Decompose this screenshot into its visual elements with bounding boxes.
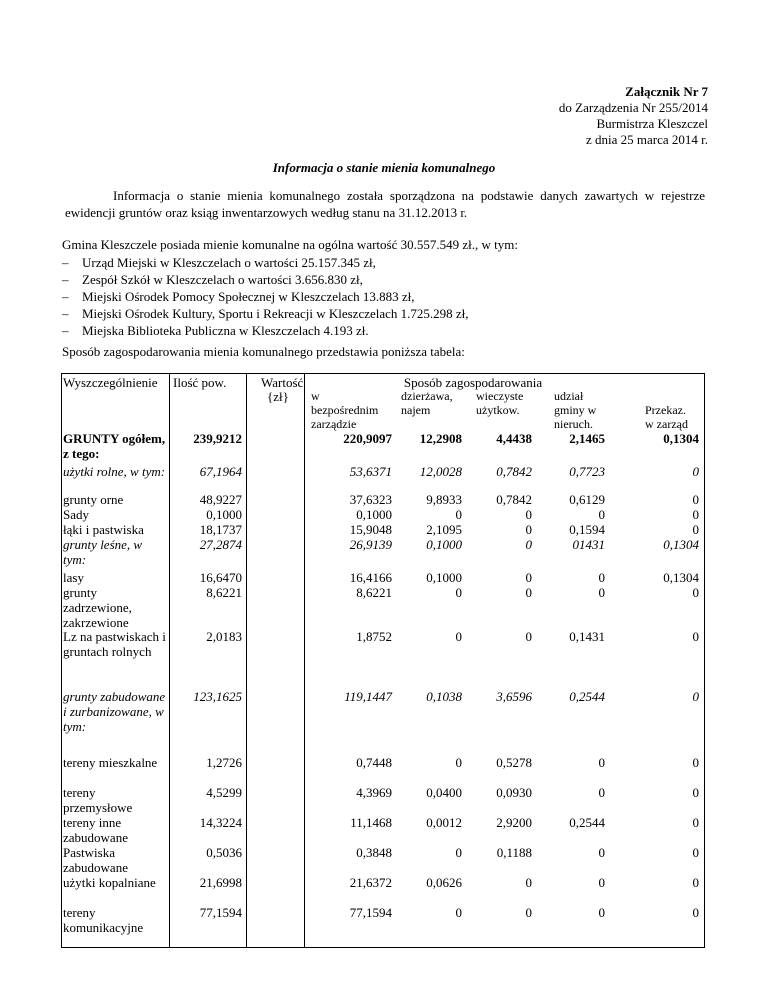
cell-lease: 0,0626 <box>426 875 462 890</box>
cell-lease: 0,1038 <box>426 689 462 704</box>
cell-direct: 11,1468 <box>350 815 392 830</box>
cell-direct: 1,8752 <box>356 629 392 644</box>
dash-icon: – <box>62 255 69 270</box>
col-divider <box>246 373 247 948</box>
row-label: tereny przemysłowe <box>63 785 133 815</box>
dash-icon: – <box>62 306 69 321</box>
cell-transfer: 0 <box>692 875 699 890</box>
table-border-left <box>61 373 62 948</box>
ordinance-reference: do Zarządzenia Nr 255/2014 <box>558 100 708 115</box>
table-border-right <box>704 373 705 948</box>
cell-direct: 16,4166 <box>349 570 392 585</box>
row-label: lasy <box>63 570 84 585</box>
cell-area: 1,2726 <box>206 755 242 770</box>
col-divider <box>304 373 305 948</box>
row-label: tereny mieszkalne <box>63 755 158 770</box>
list-item: – Zespół Szkół w Kleszczelach o wartości 3.656.830 zł, <box>62 272 363 287</box>
cell-transfer: 0 <box>692 845 699 860</box>
col-header-value-unit: {zł} <box>267 389 289 404</box>
cell-lease: 0,0012 <box>426 815 462 830</box>
cell-lease: 0 <box>455 755 462 770</box>
cell-direct: 8,6221 <box>356 585 392 600</box>
cell-share: 0 <box>598 875 605 890</box>
cell-transfer: 0 <box>692 905 699 920</box>
page-title: Informacja o stanie mienia komunalnego <box>272 160 496 175</box>
col-header-area: Ilość pow. <box>173 375 227 390</box>
cell-share: 0,2544 <box>569 689 605 704</box>
cell-direct: 15,9048 <box>349 522 392 537</box>
col-header-share: udział gminy w nieruch. <box>554 389 597 431</box>
cell-share: 0 <box>598 905 605 920</box>
row-label: Lz na pastwiskach i gruntach rolnych <box>63 629 166 659</box>
unit-list <box>62 254 469 339</box>
cell-transfer: 0 <box>692 755 699 770</box>
cell-perpetual: 4,4438 <box>496 431 532 446</box>
cell-perpetual: 0 <box>525 905 532 920</box>
cell-area: 16,6470 <box>199 570 242 585</box>
col-header-lease: dzierżawa, najem <box>401 389 453 417</box>
list-item: – Miejska Biblioteka Publiczna w Kleszczelach 4.193 zł. <box>62 323 369 338</box>
intro-paragraph: Informacja o stanie mienia komunalnego została sporządzona na podstawie danych zawartych w rejestrze ewidencji gruntów oraz ksiąg inwentarzowych według stanu na 31.12.2013 r. <box>65 188 705 220</box>
col-header-group: Sposób zagospodarowania <box>403 375 543 390</box>
cell-share: 0 <box>598 570 605 585</box>
cell-direct: 37,6323 <box>349 492 392 507</box>
cell-transfer: 0,1304 <box>663 570 699 585</box>
cell-perpetual: 0,7842 <box>496 464 532 479</box>
cell-area: 67,1964 <box>199 464 242 479</box>
col-header-transfer: Przekaz. w zarząd <box>645 403 688 431</box>
cell-direct: 0,3848 <box>356 845 392 860</box>
cell-perpetual: 0,1188 <box>496 845 532 860</box>
cell-lease: 9,8933 <box>426 492 462 507</box>
cell-area: 8,6221 <box>206 585 242 600</box>
row-label: użytki kopalniane <box>63 875 156 890</box>
cell-share: 0,2544 <box>569 815 605 830</box>
cell-area: 77,1594 <box>199 905 242 920</box>
cell-perpetual: 0 <box>525 629 532 644</box>
cell-perpetual: 0,7842 <box>496 492 532 507</box>
cell-transfer: 0 <box>692 464 699 479</box>
list-item: – Miejski Ośrodek Kultury, Sportu i Rekreacji w Kleszczelach 1.725.298 zł, <box>62 306 469 321</box>
cell-share: 0,7723 <box>569 464 605 479</box>
row-label: użytki rolne, w tym: <box>63 464 166 479</box>
row-label: Pastwiska zabudowane <box>63 845 128 875</box>
cell-lease: 0 <box>455 629 462 644</box>
cell-transfer: 0 <box>692 507 699 522</box>
cell-transfer: 0 <box>692 492 699 507</box>
row-label: grunty zadrzewione, zakrzewione <box>63 585 132 630</box>
list-item: – Urząd Miejski w Kleszczelach o wartości 25.157.345 zł, <box>62 255 376 270</box>
col-header-description: Wyszczególnienie <box>63 375 158 390</box>
cell-perpetual: 0 <box>525 875 532 890</box>
cell-direct: 119,1447 <box>344 689 392 704</box>
cell-area: 48,9227 <box>199 492 242 507</box>
col-header-direct: w bezpośrednim zarządzie <box>311 389 379 431</box>
dash-icon: – <box>62 323 69 338</box>
cell-lease: 2,1095 <box>426 522 462 537</box>
row-label: łąki i pastwiska <box>63 522 144 537</box>
cell-perpetual: 0 <box>525 507 532 522</box>
dash-icon: – <box>62 289 69 304</box>
cell-lease: 0 <box>455 507 462 522</box>
cell-transfer: 0,1304 <box>663 537 699 552</box>
cell-share: 0 <box>598 755 605 770</box>
cell-direct: 26,9139 <box>349 537 392 552</box>
row-label: grunty orne <box>63 492 124 507</box>
cell-share: 0,1594 <box>569 522 605 537</box>
cell-perpetual: 0,0930 <box>496 785 532 800</box>
cell-lease: 0 <box>455 905 462 920</box>
cell-lease: 0 <box>455 845 462 860</box>
row-label: grunty zabudowane i zurbanizowane, w tym: <box>63 689 166 734</box>
table-intro: Sposób zagospodarowania mienia komunalnego przedstawia poniższa tabela: <box>62 344 465 359</box>
cell-share: 0 <box>598 845 605 860</box>
row-label: Sady <box>63 507 89 522</box>
cell-perpetual: 0 <box>525 585 532 600</box>
dash-icon: – <box>62 272 69 287</box>
cell-area: 0,5036 <box>206 845 242 860</box>
cell-share: 0,1431 <box>569 629 605 644</box>
property-table <box>61 373 705 948</box>
col-divider <box>169 373 170 948</box>
issuer: Burmistrza Kleszczel <box>596 116 708 131</box>
cell-area: 4,5299 <box>206 785 242 800</box>
attachment-number: Załącznik Nr 7 <box>625 84 708 99</box>
cell-perpetual: 2,9200 <box>496 815 532 830</box>
cell-area: 14,3224 <box>199 815 242 830</box>
document-header <box>559 84 708 148</box>
cell-transfer: 0 <box>692 815 699 830</box>
cell-share: 01431 <box>572 537 605 552</box>
row-label: GRUNTY ogółem, z tego: <box>63 431 166 461</box>
cell-area: 239,9212 <box>193 431 242 446</box>
table-border-bottom <box>61 947 705 948</box>
cell-share: 0,6129 <box>569 492 605 507</box>
cell-share: 0 <box>598 785 605 800</box>
cell-lease: 12,0028 <box>419 464 462 479</box>
cell-share: 2,1465 <box>569 431 605 446</box>
cell-lease: 12,2908 <box>419 431 462 446</box>
cell-transfer: 0 <box>692 629 699 644</box>
cell-direct: 4,3969 <box>356 785 392 800</box>
cell-lease: 0,0400 <box>426 785 462 800</box>
cell-share: 0 <box>598 585 605 600</box>
cell-perpetual: 3,6596 <box>496 689 532 704</box>
cell-area: 27,2874 <box>199 537 242 552</box>
col-header-perpetual: wieczyste użytkow. <box>476 389 524 417</box>
cell-share: 0 <box>598 507 605 522</box>
cell-perpetual: 0 <box>525 537 532 552</box>
cell-perpetual: 0,5278 <box>496 755 532 770</box>
cell-direct: 220,9097 <box>343 431 392 446</box>
row-label: tereny komunikacyjne <box>63 905 144 935</box>
cell-direct: 0,1000 <box>356 507 392 522</box>
cell-lease: 0,1000 <box>426 537 462 552</box>
row-label: tereny inne zabudowane <box>63 815 128 845</box>
cell-lease: 0 <box>455 585 462 600</box>
row-label: grunty leśne, w tym: <box>63 537 143 567</box>
cell-area: 18,1737 <box>199 522 242 537</box>
col-header-value: Wartość <box>261 375 304 390</box>
cell-transfer: 0 <box>692 585 699 600</box>
cell-area: 2,0183 <box>206 629 242 644</box>
cell-transfer: 0 <box>692 522 699 537</box>
cell-transfer: 0 <box>692 689 699 704</box>
cell-direct: 77,1594 <box>349 905 392 920</box>
document-date: z dnia 25 marca 2014 r. <box>585 132 708 147</box>
cell-area: 0,1000 <box>206 507 242 522</box>
cell-area: 21,6998 <box>199 875 242 890</box>
cell-transfer: 0 <box>692 785 699 800</box>
cell-area: 123,1625 <box>193 689 242 704</box>
cell-direct: 0,7448 <box>356 755 392 770</box>
cell-direct: 21,6372 <box>349 875 392 890</box>
table-border-top <box>61 373 705 374</box>
list-item: – Miejski Ośrodek Pomocy Społecznej w Kleszczelach 13.883 zł, <box>62 289 415 304</box>
cell-perpetual: 0 <box>525 522 532 537</box>
cell-lease: 0,1000 <box>426 570 462 585</box>
cell-direct: 53,6371 <box>349 464 392 479</box>
summary-text: Gmina Kleszczele posiada mienie komunalne na ogólna wartość 30.557.549 zł., w tym: <box>62 237 518 252</box>
cell-perpetual: 0 <box>525 570 532 585</box>
cell-transfer: 0,1304 <box>663 431 699 446</box>
